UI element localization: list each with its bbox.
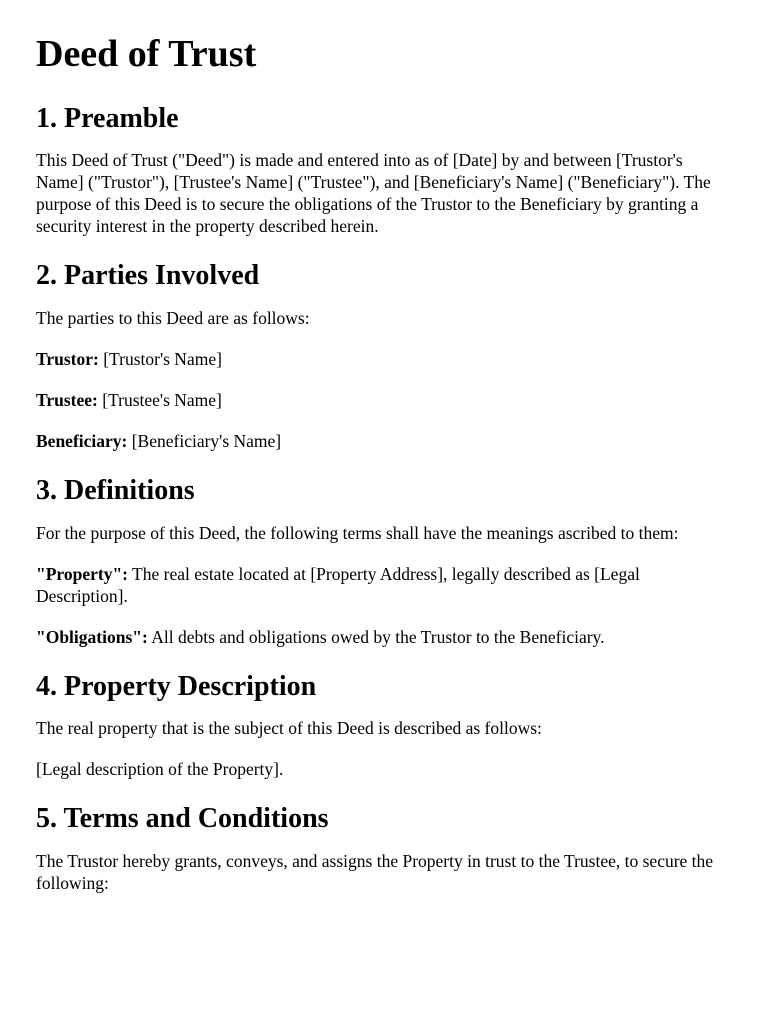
section-definitions — [36, 474, 734, 648]
preamble-paragraph: This Deed of Trust ("Deed") is made and entered into as of [Date] by and between [Trustor's Name] ("Trustor"), [Trustee's Name] ("Trustee"), and [Beneficiary's Name] ("Beneficiary"). The purpose of this Deed is to secure the obligations of the Trustor to the Beneficiary by granting a security interest in the property described herein. — [36, 150, 711, 237]
section-heading-property-description: 4. Property Description — [36, 670, 317, 702]
party-trustor — [36, 348, 734, 370]
section-heading-definitions: 3. Definitions — [36, 474, 195, 506]
terms-conditions-paragraph: The Trustor hereby grants, conveys, and assigns the Property in trust to the Trustee, to secure the following: — [36, 850, 714, 893]
section-heading-parties: 2. Parties Involved — [36, 260, 260, 292]
term-label: "Property": — [36, 563, 128, 584]
section-heading-terms-conditions: 5. Terms and Conditions — [36, 803, 329, 835]
parties-intro: The parties to this Deed are as follows: — [36, 307, 310, 328]
term-value: All debts and obligations owed by the Trustor to the Beneficiary. — [147, 626, 605, 647]
section-property-description — [36, 670, 734, 781]
party-value: [Beneficiary's Name] — [127, 430, 282, 451]
party-beneficiary — [36, 430, 734, 452]
party-trustee — [36, 389, 734, 411]
term-value: The real estate located at [Property Address], legally described as [Legal Description]. — [36, 563, 640, 606]
definition-property — [36, 563, 734, 607]
property-description-intro: The real property that is the subject of this Deed is described as follows: — [36, 718, 542, 739]
party-label: Beneficiary: — [36, 430, 128, 451]
definitions-intro: For the purpose of this Deed, the following terms shall have the meanings ascribed to them: — [36, 522, 679, 543]
section-terms-conditions — [36, 802, 734, 894]
section-heading-preamble: 1. Preamble — [36, 102, 179, 134]
property-legal-description: [Legal description of the Property]. — [36, 759, 284, 780]
party-label: Trustor: — [36, 348, 99, 369]
section-parties — [36, 259, 734, 452]
section-preamble — [36, 102, 734, 238]
term-label: "Obligations": — [36, 626, 148, 647]
document-title: Deed of Trust — [36, 33, 257, 75]
definition-obligations — [36, 626, 734, 648]
party-label: Trustee: — [36, 389, 98, 410]
party-value: [Trustee's Name] — [97, 389, 222, 410]
party-value: [Trustor's Name] — [98, 348, 222, 369]
